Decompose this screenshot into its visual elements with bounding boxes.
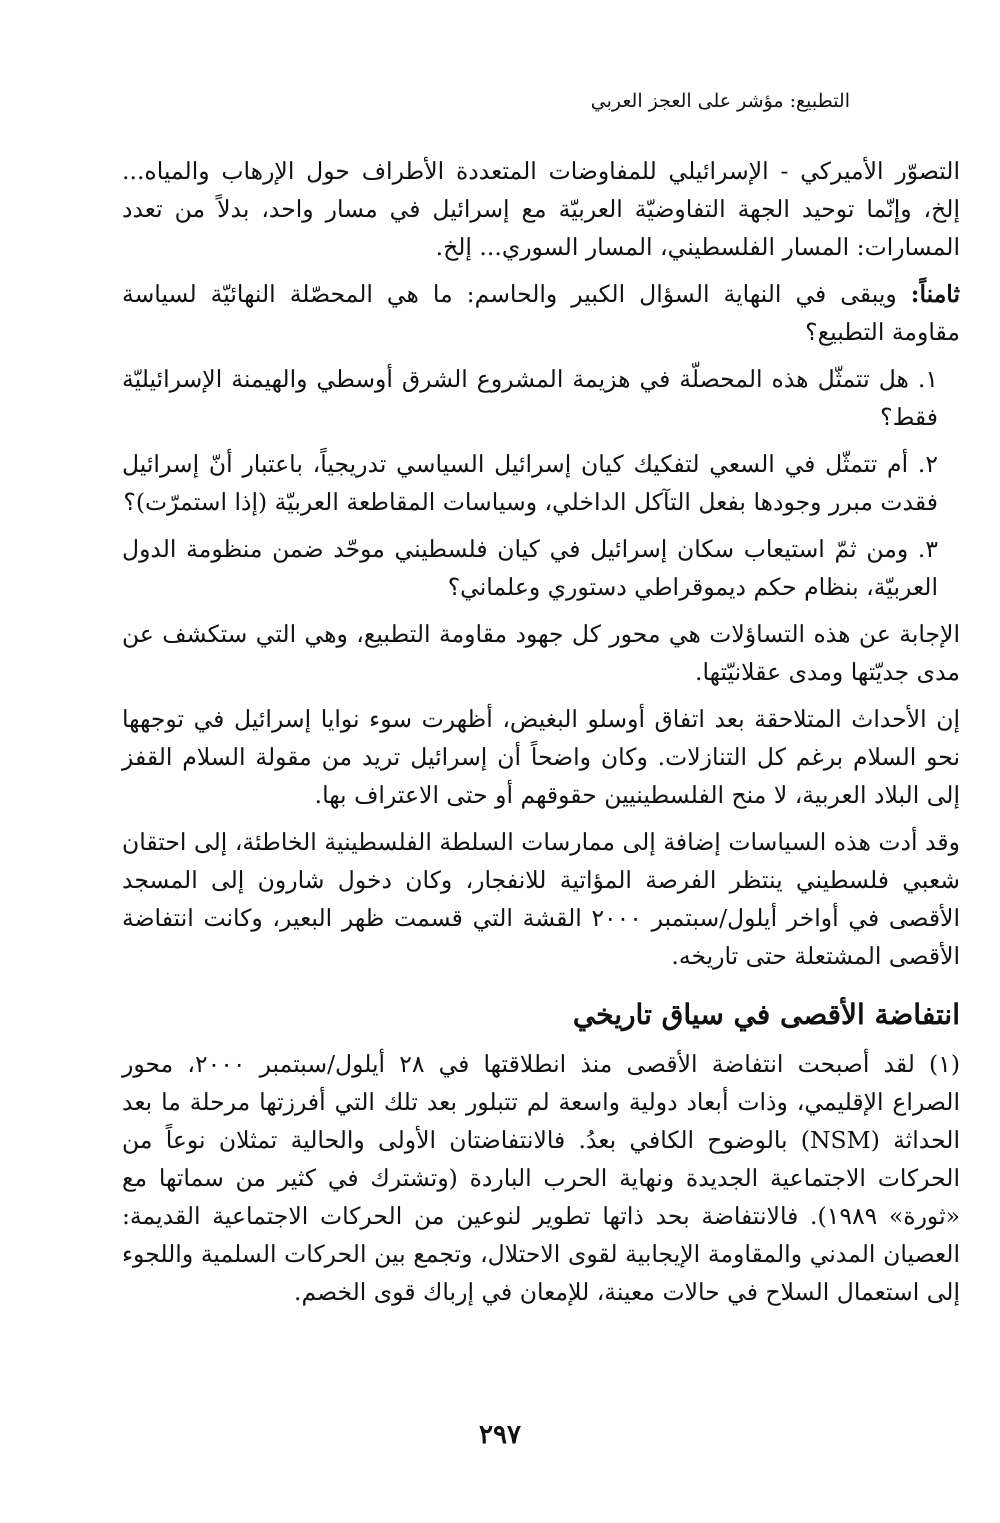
paragraph-2-text: ويبقى في النهاية السؤال الكبير والحاسم: ما هي المحصّلة النهائيّة لسياسة مقاومة التطبيع؟: [122, 280, 960, 346]
body-text: [122, 152, 960, 1320]
paragraph-3: الإجابة عن هذه التساؤلات هي محور كل جهود مقاومة التطبيع، وهي التي ستكشف عن مدى جديّتها ومدى عقلانيّتها.: [122, 620, 960, 686]
paragraph-2: [122, 275, 960, 351]
list-item-1: ١. هل تتمثّل هذه المحصلّة في هزيمة المشروع الشرق أوسطي والهيمنة الإسرائيليّة فقط؟: [122, 365, 938, 431]
list-item-3: ٣. ومن ثمّ استيعاب سكان إسرائيل في كيان فلسطيني موحّد ضمن منظومة الدول العربيّة، بنظام حكم ديموقراطي دستوري وعلماني؟: [122, 535, 938, 601]
paragraph-1: التصوّر الأميركي - الإسرائيلي للمفاوضات المتعددة الأطراف حول الإرهاب والمياه... إلخ، وإنّما توحيد الجهة التفاوضيّة العربيّة مع إسرائيل في مسار واحد، بدلاً من تعدد المسارات: المسار الفلسطيني، المسار السوري... إلخ.: [122, 157, 960, 261]
paragraph-4: إن الأحداث المتلاحقة بعد اتفاق أوسلو البغيض، أظهرت سوء نوايا إسرائيل في توجهها نحو السلام برغم كل التنازلات. وكان واضحاً أن إسرائيل تريد من مقولة السلام القفز إلى البلاد العربية، لا منح الفلسطينيين حقوقهم أو حتى الاعتراف بها.: [122, 705, 960, 809]
paragraph-2-lead: ثامناً:: [910, 280, 960, 308]
paragraph-5: وقد أدت هذه السياسات إضافة إلى ممارسات السلطة الفلسطينية الخاطئة، إلى احتقان شعبي فلسطيني ينتظر الفرصة المؤاتية للانفجار، وكان دخول شارون إلى المسجد الأقصى في أواخر أيلول/سبتمبر ٢٠٠٠ القشة التي قسمت ظهر البعير، وكانت انتفاضة الأقصى المشتعلة حتى تاريخه.: [122, 828, 960, 970]
paragraph-6: (١) لقد أصبحت انتفاضة الأقصى منذ انطلاقتها في ٢٨ أيلول/سبتمبر ٢٠٠٠، محور الصراع الإقليمي، وذات أبعاد دولية واسعة لم تتبلور بعد تلك التي أفرزتها مرحلة ما بعد الحداثة (NSM) بالوضوح الكافي بعدُ. فالانتفاضتان الأولى والحالية تمثلان نوعاً من الحركات الاجتماعية الجديدة ونهاية الحرب الباردة (وتشترك في كثير من سماتها مع «ثورة» ١٩٨٩). فالانتفاضة بحد ذاتها تطوير لنوعين من الحركات الاجتماعية القديمة: العصيان المدني والمقاومة الإيجابية لقوى الاحتلال، وتجمع بين الحركات السلمية واللجوء إلى استعمال السلاح في حالات معينة، للإمعان في إرباك قوى الخصم.: [122, 1050, 960, 1306]
running-head: التطبيع: مؤشر على العجز العربي: [590, 90, 850, 112]
list-item-2: ٢. أم تتمثّل في السعي لتفكيك كيان إسرائيل السياسي تدريجياً، باعتبار أنّ إسرائيل فقدت مبرر وجودها بفعل التآكل الداخلي، وسياسات المقاطعة العربيّة (إذا استمرّت)؟: [122, 450, 938, 516]
page-number: ٢٩٧: [479, 1420, 521, 1450]
section-heading: انتفاضة الأقصى في سياق تاريخي: [572, 998, 960, 1031]
